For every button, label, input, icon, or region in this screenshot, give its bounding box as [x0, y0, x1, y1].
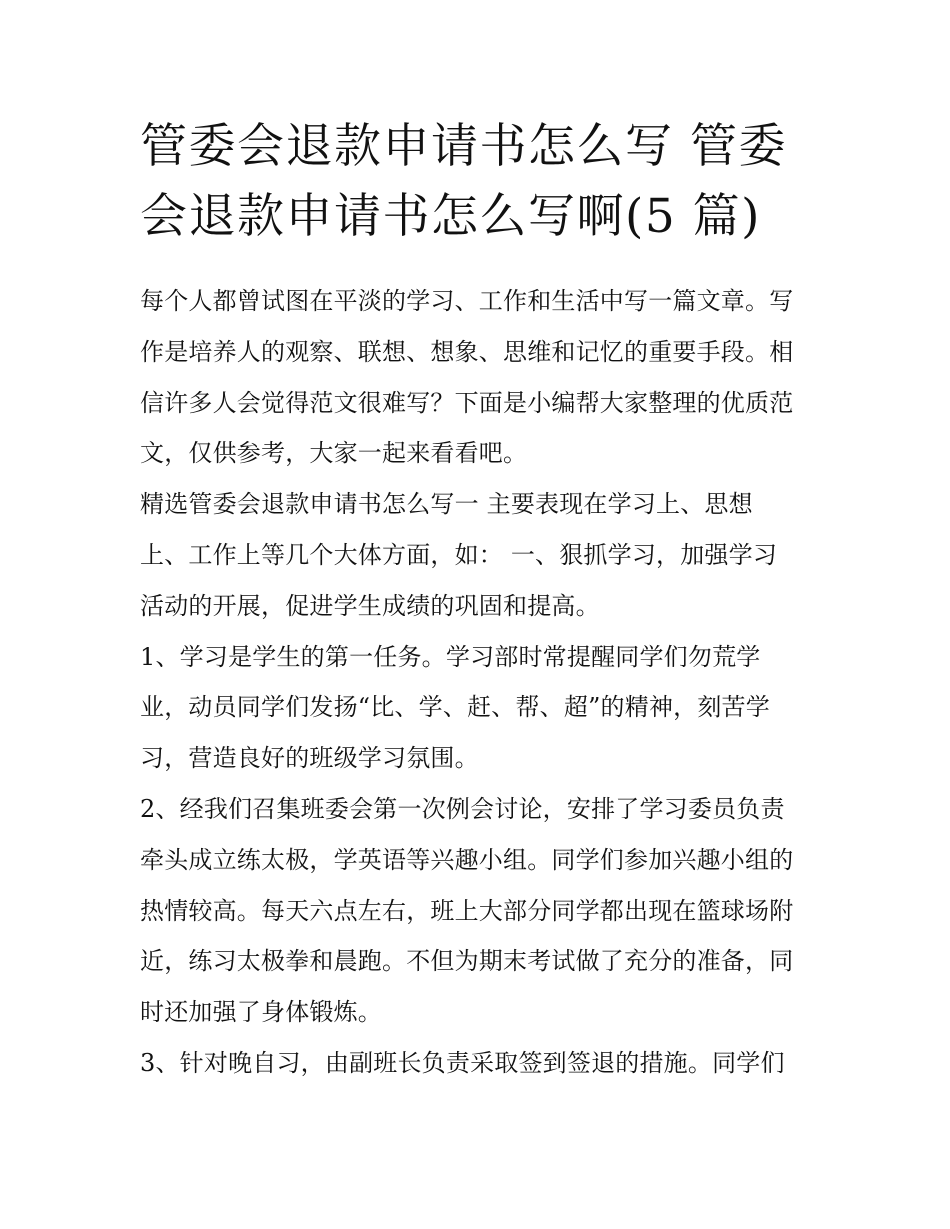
paragraph-line: 每个人都曾试图在平淡的学习、工作和生活中写一篇文章。写 — [140, 287, 794, 315]
paragraph-line: 文，仅供参考，大家一起来看看吧。 — [140, 439, 528, 468]
paragraph-line: 作是培养人的观察、联想、想象、思维和记忆的重要手段。相 — [140, 337, 794, 366]
paragraph-line: 上、工作上等几个大体方面，如： 一、狠抓学习，加强学习 — [140, 540, 778, 569]
paragraph-line: 业，动员同学们发扬“比、学、赶、帮、超”的精神，刻苦学 — [140, 693, 770, 722]
title-line-2: 会退款申请书怎么写啊(5 篇) — [140, 189, 762, 244]
paragraph-intro — [140, 276, 820, 479]
paragraph-line: 1、学习是学生的第一任务。学习部时常提醒同学们勿荒学 — [140, 642, 761, 671]
paragraph-line: 近，练习太极拳和晨跑。不但为期末考试做了充分的准备，同 — [140, 947, 794, 976]
paragraph-item-1 — [140, 632, 820, 784]
paragraph-line: 精选管委会退款申请书怎么写一 主要表现在学习上、思想 — [140, 490, 753, 519]
paragraph-line: 信许多人会觉得范文很难写？下面是小编帮大家整理的优质范 — [140, 388, 794, 417]
paragraph-line: 3、针对晚自习，由副班长负责采取签到签退的措施。同学们 — [140, 1048, 785, 1077]
paragraph-line: 活动的开展，促进学生成绩的巩固和提高。 — [140, 591, 600, 620]
document-body — [140, 276, 820, 1089]
title-line-1: 管委会退款申请书怎么写 管委 — [140, 119, 787, 174]
paragraph-line: 热情较高。每天六点左右，班上大部分同学都出现在篮球场附 — [140, 896, 794, 925]
paragraph-line: 时还加强了身体锻炼。 — [140, 998, 382, 1027]
paragraph-line: 习，营造良好的班级学习氛围。 — [140, 744, 479, 773]
paragraph-section-one — [140, 479, 820, 631]
paragraph-line: 牵头成立练太极，学英语等兴趣小组。同学们参加兴趣小组的 — [140, 845, 794, 874]
paragraph-item-3 — [140, 1038, 820, 1089]
paragraph-item-2 — [140, 784, 820, 1038]
paragraph-line: 2、经我们召集班委会第一次例会讨论，安排了学习委员负责 — [140, 794, 785, 823]
document-title — [140, 112, 820, 252]
